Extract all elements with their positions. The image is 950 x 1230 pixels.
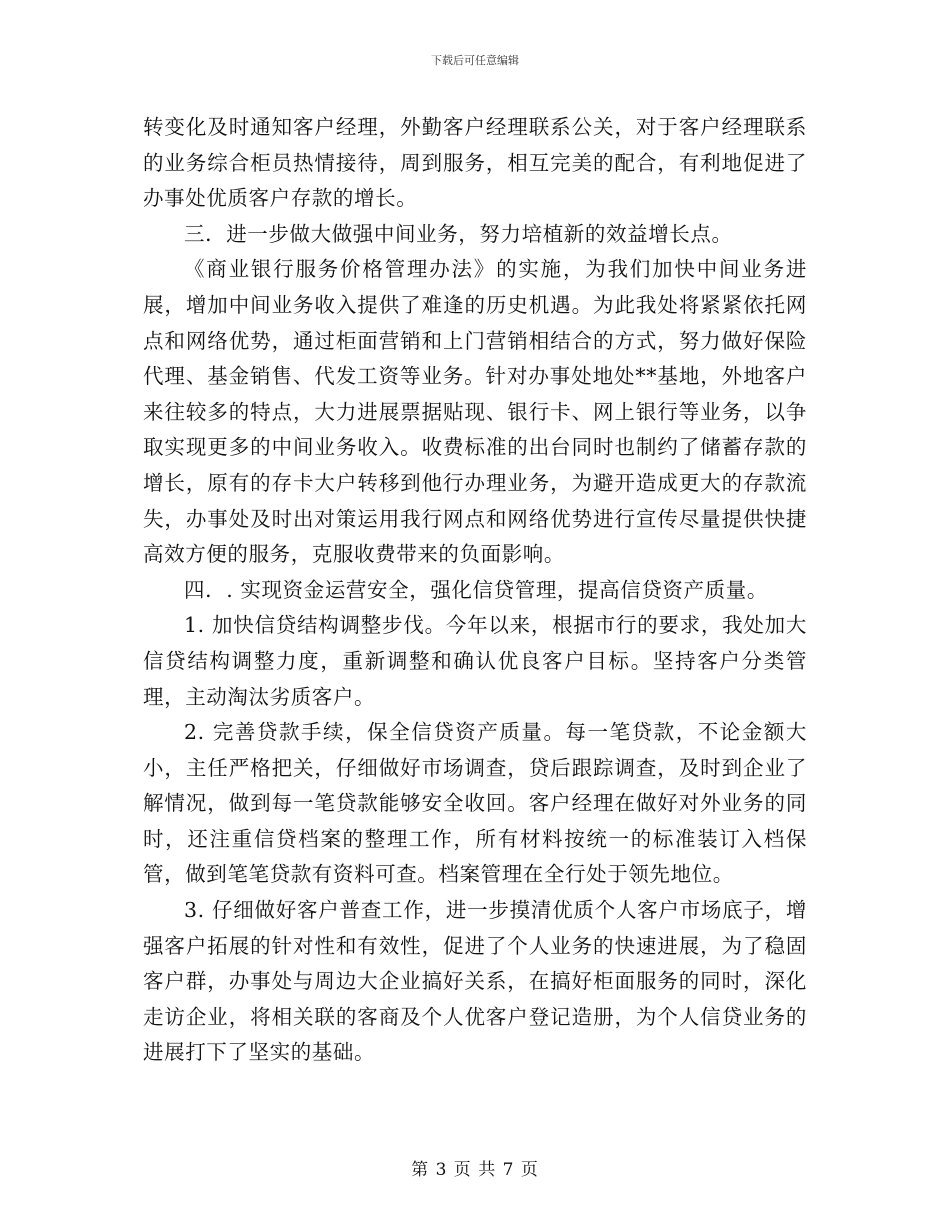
section-heading-3: 三．进一步做大做强中间业务，努力培植新的效益增长点。 <box>184 221 733 246</box>
section-heading-4: 四．. 实现资金运营安全，强化信贷管理，提高信贷资产质量。 <box>184 577 768 602</box>
list-item-2: 2. 完善贷款手续，保全信贷资产质量。每一笔贷款，不论金额大小，主任严格把关，仔细做好市场调查，贷后跟踪调查，及时到企业了解情况，做到每一笔贷款能够安全收回。客户经理在做好对外业务的同时，还注重信贷档案的整理工作，所有材料按统一的标准装订入档保管，做到笔笔贷款有资料可查。档案管理在全行处于领先地位。 <box>143 720 807 887</box>
page-number: 第 3 页 共 7 页 <box>411 1160 539 1180</box>
page-header: 下载后可任意编辑 <box>431 54 519 67</box>
list-item-1: 1. 加快信贷结构调整步伐。今年以来，根据市行的要求，我处加大信贷结构调整力度，重新调整和确认优良客户目标。坚持客户分类管理，主动淘汰劣质客户。 <box>143 613 807 709</box>
paragraph-intermediate-business: 《商业银行服务价格管理办法》的实施，为我们加快中间业务进展，增加中间业务收入提供了难逢的历史机遇。为此我处将紧紧依托网点和网络优势，通过柜面营销和上门营销相结合的方式，努力做好保险代理、基金销售、代发工资等业务。针对办事处地处**基地，外地客户来往较多的特点，大力进展票据贴现、银行卡、网上银行等业务，以争取实现更多的中间业务收入。收费标准的出台同时也制约了储蓄存款的增长，原有的存卡大户转移到他行办理业务，为避开造成更大的存款流失，办事处及时出对策运用我行网点和网络优势进行宣传尽量提供快捷高效方便的服务，克服收费带来的负面影响。 <box>143 257 807 567</box>
document-body <box>143 110 807 1071</box>
list-item-3: 3. 仔细做好客户普查工作，进一步摸清优质个人客户市场底子，增强客户拓展的针对性和有效性，促进了个人业务的快速进展，为了稳固客户群，办事处与周边大企业搞好关系，在搞好柜面服务的同时，深化走访企业，将相关联的客商及个人优客户登记造册，为个人信贷业务的进展打下了坚实的基础。 <box>143 898 807 1065</box>
paragraph-continued: 转变化及时通知客户经理，外勤客户经理联系公关，对于客户经理联系的业务综合柜员热情接待，周到服务，相互完美的配合，有利地促进了办事处优质客户存款的增长。 <box>143 115 807 211</box>
